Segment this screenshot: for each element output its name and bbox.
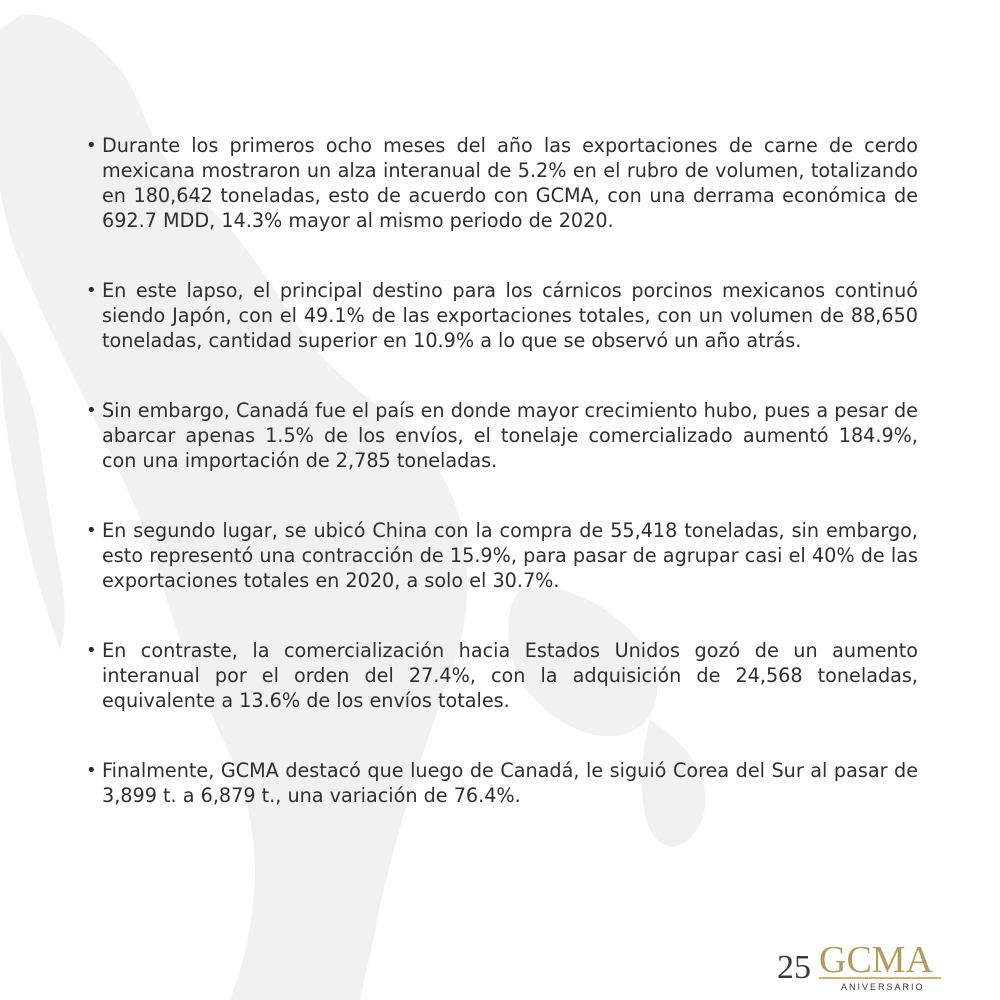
bullet-text: En segundo lugar, se ubicó China con la compra de 55,418 toneladas, sin embargo, esto representó una contracción de 15.9%, para pasar de agrupar casi el 40% de las exportaciones totales en 2020, a solo el 30.7%.: [102, 519, 918, 592]
bullet-icon: •: [86, 760, 97, 781]
document-body: [86, 133, 918, 808]
bullet-text: En contraste, la comercialización hacia Estados Unidos gozó de un aumento interanual por el orden del 27.4%, con la adquisición de 24,568 toneladas, equivalente a 13.6% de los envíos totales.: [102, 639, 918, 712]
bullet-item: [86, 133, 918, 233]
bullet-text: Sin embargo, Canadá fue el país en donde mayor crecimiento hubo, pues a pesar de abarcar apenas 1.5% de los envíos, el tonelaje comercializado aumentó 184.9%, con una importación de 2,785 toneladas.: [102, 399, 918, 472]
bullet-icon: •: [86, 400, 97, 421]
bullet-icon: •: [86, 640, 97, 661]
bullet-icon: •: [86, 135, 97, 156]
bullet-text: Durante los primeros ocho meses del año las exportaciones de carne de cerdo mexicana mostraron un alza interanual de 5.2% en el rubro de volumen, totalizando en 180,642 toneladas, esto de acuerdo con GCMA, con una derrama económica de 692.7 MDD, 14.3% mayor al mismo periodo de 2020.: [102, 134, 918, 232]
bullet-item: [86, 638, 918, 713]
logo-brand: GCMA: [819, 939, 934, 981]
bullet-item: [86, 758, 918, 808]
gcma-25-logo: [775, 930, 945, 995]
bullet-item: [86, 278, 918, 353]
logo-subtitle: ANIVERSARIO: [841, 982, 925, 992]
bullet-item: [86, 398, 918, 473]
bullet-icon: •: [86, 280, 97, 301]
bullet-text: En este lapso, el principal destino para los cárnicos porcinos mexicanos continuó siendo Japón, con el 49.1% de las exportaciones totales, con un volumen de 88,650 toneladas, cantidad superior en 10.9% a lo que se observó un año atrás.: [102, 279, 918, 352]
bullet-icon: •: [86, 520, 97, 541]
bullet-item: [86, 518, 918, 593]
bullet-text: Finalmente, GCMA destacó que luego de Canadá, le siguió Corea del Sur al pasar de 3,899 t. a 6,879 t., una variación de 76.4%.: [102, 759, 918, 807]
logo-number: 25: [777, 949, 811, 986]
